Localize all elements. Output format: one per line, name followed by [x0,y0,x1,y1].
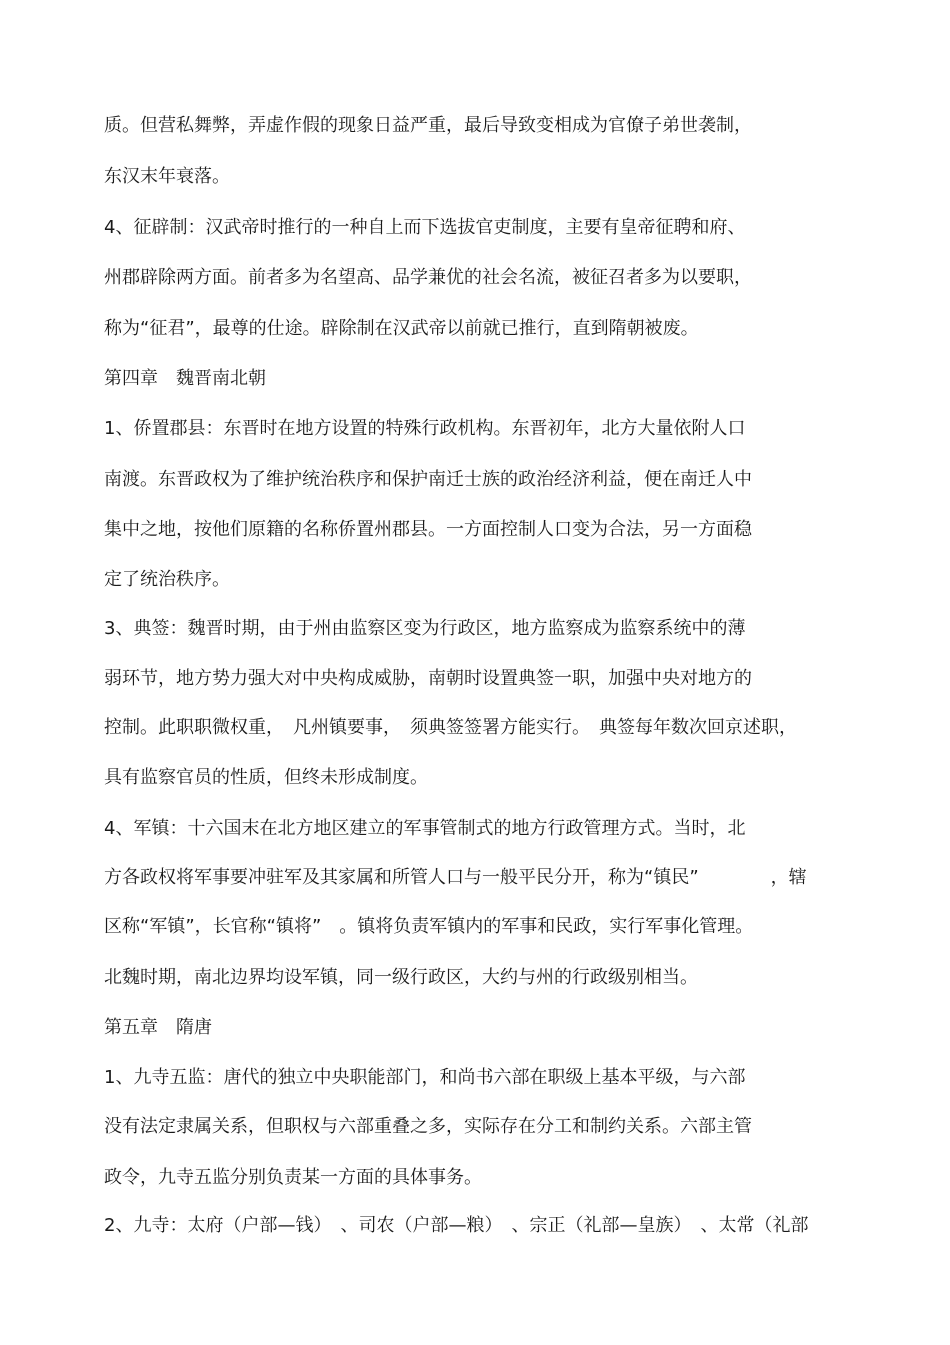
text-line: 1、侨置郡县：东晋时在地方设置的特殊行政机构。东晋初年，北方大量依附人口 [104,418,746,439]
text-line: 区称“军镇”，长官称“镇将” 。镇将负责军镇内的军事和民政，实行军事化管理。 [104,916,754,937]
text-line: 4、征辟制：汉武帝时推行的一种自上而下选拔官吏制度，主要有皇帝征聘和府、 [104,217,746,238]
chapter-heading: 第五章 隋唐 [104,1017,212,1038]
text-line: 定了统治秩序。 [104,569,230,590]
text-line: 4、军镇：十六国末在北方地区建立的军事管制式的地方行政管理方式。当时，北 [104,818,746,839]
text-line: 南渡。东晋政权为了维护统治秩序和保护南迁士族的政治经济利益，便在南迁人中 [104,469,752,490]
text-line: 质。但营私舞弊，弄虚作假的现象日益严重，最后导致变相成为官僚子弟世袭制， [104,115,752,136]
text-line: 州郡辟除两方面。前者多为名望高、品学兼优的社会名流，被征召者多为以要职， [104,267,752,288]
text-line: 集中之地，按他们原籍的名称侨置州郡县。一方面控制人口变为合法，另一方面稳 [104,519,752,540]
text-line: 2、九寺：太府（户部—钱） 、司农（户部—粮） 、宗正（礼部—皇族） 、太常（礼部 [104,1215,809,1236]
text-line: 具有监察官员的性质，但终未形成制度。 [104,767,428,788]
chapter-heading: 第四章 魏晋南北朝 [104,368,266,389]
text-line: 称为“征君”，最尊的仕途。辟除制在汉武帝以前就已推行，直到隋朝被废。 [104,318,699,339]
text-line: 东汉末年衰落。 [104,166,230,187]
text-line: 没有法定隶属关系，但职权与六部重叠之多，实际存在分工和制约关系。六部主管 [104,1116,752,1137]
text-line: 1、九寺五监：唐代的独立中央职能部门，和尚书六部在职级上基本平级，与六部 [104,1067,746,1088]
text-line: 3、典签：魏晋时期，由于州由监察区变为行政区，地方监察成为监察系统中的薄 [104,618,746,639]
text-line: 方各政权将军事要冲驻军及其家属和所管人口与一般平民分开，称为“镇民” ，辖 [104,867,807,888]
text-line: 弱环节，地方势力强大对中央构成威胁，南朝时设置典签一职，加强中央对地方的 [104,668,752,689]
text-line: 政令，九寺五监分别负责某一方面的具体事务。 [104,1167,482,1188]
text-line: 控制。此职职微权重， 凡州镇要事， 须典签签署方能实行。 典签每年数次回京述职， [104,717,797,738]
text-line: 北魏时期，南北边界均设军镇，同一级行政区，大约与州的行政级别相当。 [104,967,698,988]
